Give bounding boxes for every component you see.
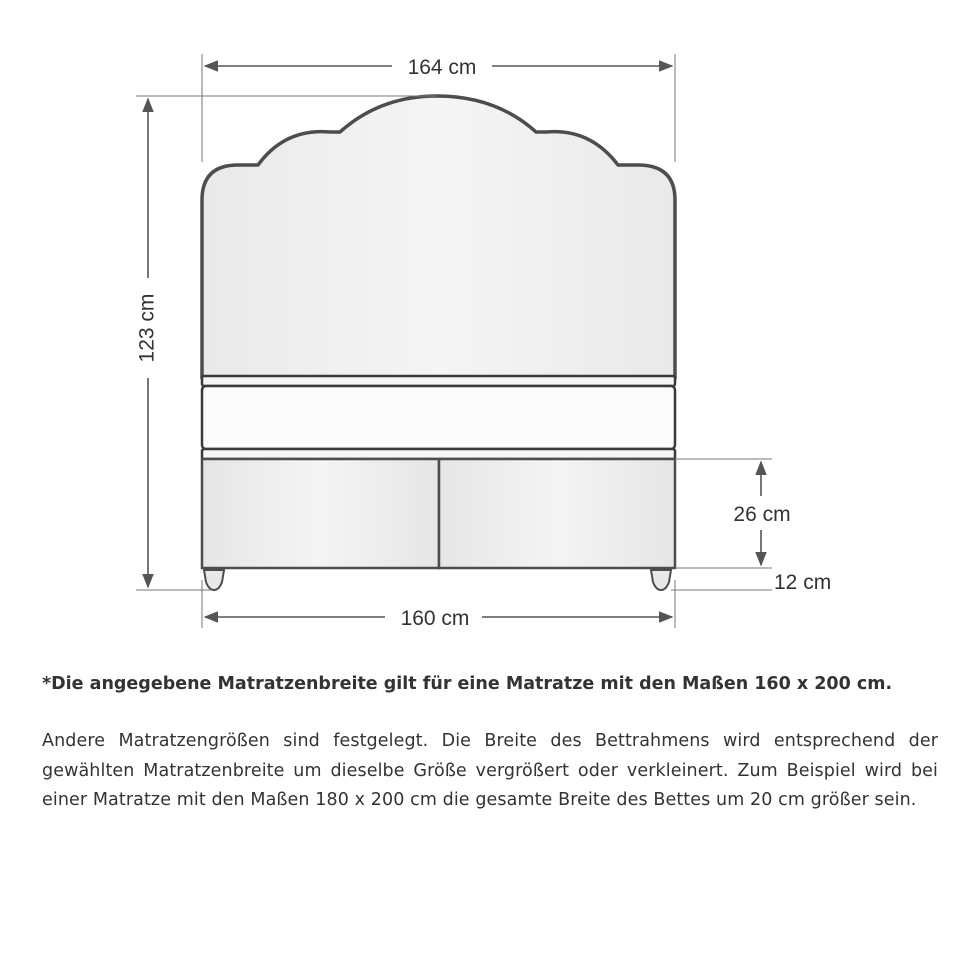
footnote-text: *Die angegebene Matratzenbreite gilt für eine Matratze mit den Maßen 160 x 200 cm. (42, 674, 893, 694)
dimension-mattress-width (202, 580, 675, 630)
label-leg-height: 12 cm (774, 571, 832, 594)
headboard (202, 96, 675, 378)
bed-leg-left (204, 570, 224, 590)
box-spring-left (202, 459, 439, 568)
bed-leg-right (651, 570, 671, 590)
topper-strip (202, 376, 675, 386)
label-total-height: 123 cm (135, 293, 159, 363)
mattress (202, 386, 675, 449)
dimension-box-height (675, 459, 791, 568)
label-total-width: 164 cm (407, 56, 477, 79)
label-box-height: 26 cm (733, 503, 791, 526)
box-spring-right (439, 459, 675, 568)
label-mattress-width: 160 cm (400, 607, 470, 630)
dimension-leg-height (671, 571, 831, 594)
mattress-base-strip (202, 449, 675, 459)
description-text: Andere Matratzengrößen sind festgelegt. Die Breite des Bettrahmens wird entsprechend der gewählten Matratzenbreite um dieselbe Größe vergrößert oder verkleinert. Zum Beispiel wird bei einer Matratze mit den Maßen 180 x 200 cm die gesamte Breite des Bettes um 20 cm größer sein. (42, 731, 938, 810)
